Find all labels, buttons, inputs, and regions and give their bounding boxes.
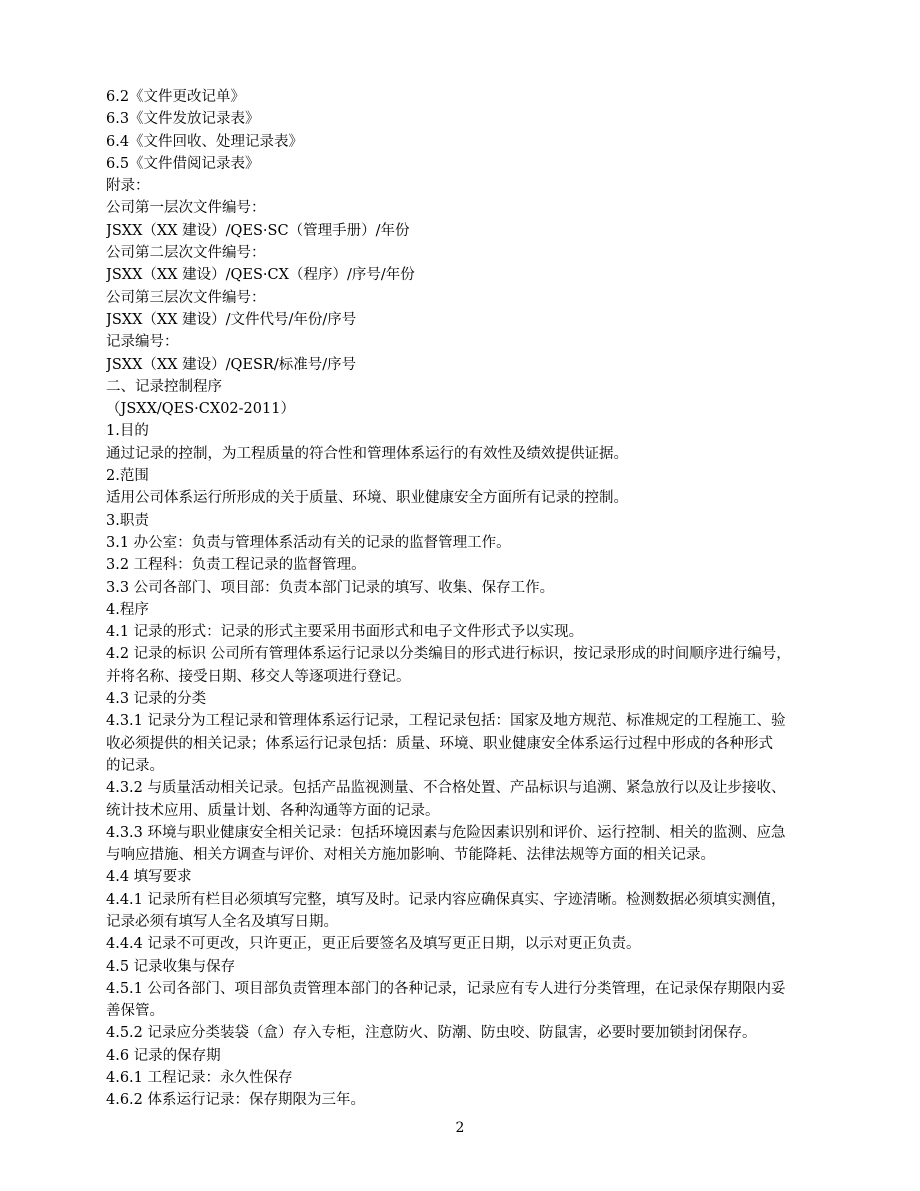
text-line: 记录必须有填写人全名及填写日期。 bbox=[106, 913, 338, 930]
text-line: 并将名称、接受日期、移交人等逐项进行登记。 bbox=[106, 668, 411, 685]
text-line: 二、记录控制程序 bbox=[106, 378, 222, 395]
text-line: JSXX（XX 建设）/QESR/标准号/序号 bbox=[106, 356, 357, 373]
text-line: 4.2 记录的标识 公司所有管理体系运行记录以分类编目的形式进行标识，按记录形成的时间顺序进行编号， bbox=[106, 646, 791, 663]
text-line: 6.4《文件回收、处理记录表》 bbox=[106, 133, 304, 150]
text-line: 6.5《文件借阅记录表》 bbox=[106, 155, 260, 172]
text-line: 4.4.4 记录不可更改，只许更正，更正后要签名及填写更正日期，以示对更正负责。 bbox=[106, 936, 641, 953]
document-body bbox=[106, 86, 842, 1112]
text-line: 3.2 工程科：负责工程记录的监督管理。 bbox=[106, 557, 366, 574]
text-line: 记录编号： bbox=[106, 334, 179, 351]
text-line: 收必须提供的相关记录；体系运行记录包括：质量、环境、职业健康安全体系运行过程中形成的各种形式 bbox=[106, 735, 773, 752]
text-line: 4.5.2 记录应分类装袋（盒）存入专柜，注意防火、防潮、防虫咬、防鼠害，必要时要加锁封闭保存。 bbox=[106, 1025, 757, 1042]
text-line: 4.5.1 公司各部门、项目部负责管理本部门的各种记录，记录应有专人进行分类管理，在记录保存期限内妥 bbox=[106, 980, 786, 997]
text-line: （JSXX/QES·CX02-2011） bbox=[106, 401, 295, 418]
page-number: 2 bbox=[455, 1120, 465, 1136]
text-line: 4.6 记录的保存期 bbox=[106, 1047, 221, 1064]
text-line: JSXX（XX 建设）/QES·CX（程序）/序号/年份 bbox=[106, 267, 415, 284]
text-line: 适用公司体系运行所形成的关于质量、环境、职业健康安全方面所有记录的控制。 bbox=[106, 490, 628, 507]
text-line: JSXX（XX 建设）/文件代号/年份/序号 bbox=[106, 311, 357, 328]
text-line: 3.职责 bbox=[106, 512, 149, 529]
text-line: 与响应措施、相关方调查与评价、对相关方施加影响、节能降耗、法律法规等方面的相关记录。 bbox=[106, 847, 715, 864]
text-line: 公司第二层次文件编号： bbox=[106, 245, 266, 262]
text-line: 2.范围 bbox=[106, 468, 149, 485]
text-line: 4.程序 bbox=[106, 601, 149, 618]
text-line: 6.3《文件发放记录表》 bbox=[106, 111, 260, 128]
text-line: 公司第一层次文件编号： bbox=[106, 200, 266, 217]
text-line: 4.4 填写要求 bbox=[106, 869, 192, 886]
text-line: 6.2《文件更改记单》 bbox=[106, 89, 246, 105]
text-line: 通过记录的控制，为工程质量的符合性和管理体系运行的有效性及绩效提供证据。 bbox=[106, 445, 628, 462]
text-line: 统计技术应用、质量计划、各种沟通等方面的记录。 bbox=[106, 802, 440, 819]
text-line: 的记录。 bbox=[106, 757, 164, 774]
text-line: 4.5 记录收集与保存 bbox=[106, 958, 236, 975]
text-line: 3.3 公司各部门、项目部：负责本部门记录的填写、收集、保存工作。 bbox=[106, 579, 555, 596]
text-line: 附录： bbox=[106, 178, 150, 195]
text-line: 4.3.3 环境与职业健康安全相关记录：包括环境因素与危险因素识别和评价、运行控制、相关的监测、应急 bbox=[106, 824, 786, 841]
text-line: 4.1 记录的形式：记录的形式主要采用书面形式和电子文件形式予以实现。 bbox=[106, 624, 584, 641]
text-line: 公司第三层次文件编号： bbox=[106, 289, 266, 306]
text-line: 4.6.1 工程记录：永久性保存 bbox=[106, 1070, 293, 1087]
text-line: 善保管。 bbox=[106, 1003, 164, 1020]
text-line: JSXX（XX 建设）/QES·SC（管理手册）/年份 bbox=[106, 222, 410, 239]
text-line: 4.6.2 体系运行记录：保存期限为三年。 bbox=[106, 1092, 366, 1109]
text-line: 4.3 记录的分类 bbox=[106, 691, 207, 708]
text-line: 1.目的 bbox=[106, 423, 149, 440]
text-line: 3.1 办公室：负责与管理体系活动有关的记录的监督管理工作。 bbox=[106, 534, 511, 551]
text-line: 4.3.1 记录分为工程记录和管理体系运行记录，工程记录包括：国家及地方规范、标准规定的工程施工、验 bbox=[106, 713, 786, 730]
text-line: 4.4.1 记录所有栏目必须填写完整，填写及时。记录内容应确保真实、字迹清晰。检测数据必须填实测值， bbox=[106, 891, 786, 908]
text-line: 4.3.2 与质量活动相关记录。包括产品监视测量、不合格处置、产品标识与追溯、紧急放行以及让步接收、 bbox=[106, 780, 786, 797]
